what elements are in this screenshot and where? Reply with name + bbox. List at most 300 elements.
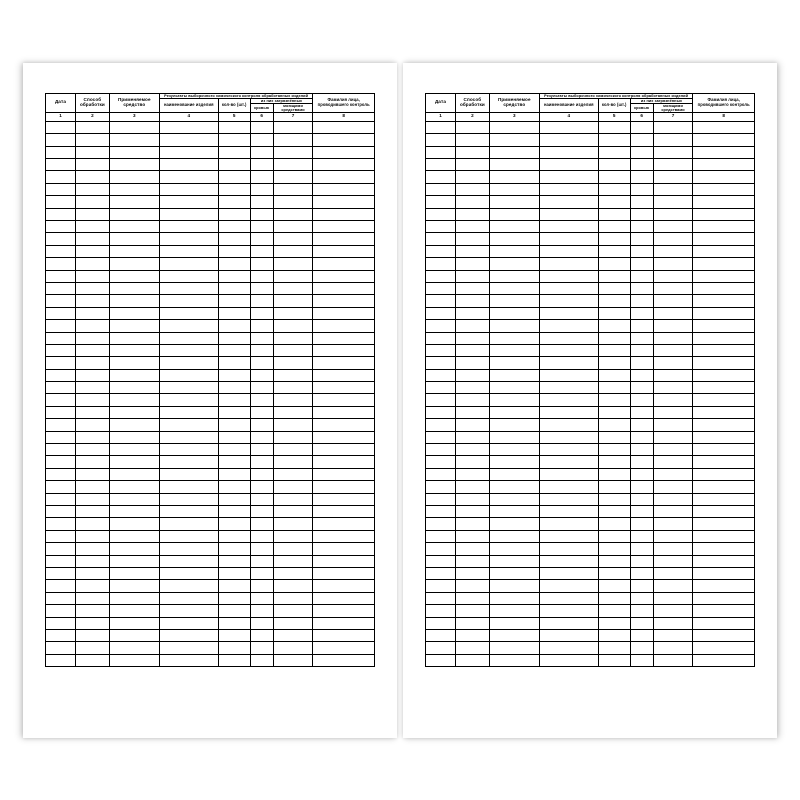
table-cell[interactable] <box>46 518 76 530</box>
table-cell[interactable] <box>218 617 250 629</box>
table-cell[interactable] <box>75 567 109 579</box>
table-cell[interactable] <box>273 493 313 505</box>
table-cell[interactable] <box>218 468 250 480</box>
table-row[interactable] <box>46 320 375 332</box>
table-cell[interactable] <box>46 481 76 493</box>
table-cell[interactable] <box>75 295 109 307</box>
table-cell[interactable] <box>273 320 313 332</box>
table-row[interactable] <box>426 543 755 555</box>
table-row[interactable] <box>46 196 375 208</box>
table-cell[interactable] <box>109 530 159 542</box>
table-row[interactable] <box>426 183 755 195</box>
table-cell[interactable] <box>159 543 218 555</box>
table-cell[interactable] <box>273 245 313 257</box>
table-cell[interactable] <box>539 245 598 257</box>
table-cell[interactable] <box>598 580 630 592</box>
table-cell[interactable] <box>539 282 598 294</box>
table-row[interactable] <box>426 431 755 443</box>
table-cell[interactable] <box>489 431 539 443</box>
table-cell[interactable] <box>109 282 159 294</box>
table-cell[interactable] <box>250 431 273 443</box>
table-cell[interactable] <box>109 159 159 171</box>
table-cell[interactable] <box>426 121 456 133</box>
table-cell[interactable] <box>250 444 273 456</box>
table-cell[interactable] <box>426 431 456 443</box>
table-cell[interactable] <box>630 159 653 171</box>
table-cell[interactable] <box>653 171 693 183</box>
table-cell[interactable] <box>109 221 159 233</box>
table-cell[interactable] <box>426 592 456 604</box>
table-cell[interactable] <box>313 530 375 542</box>
table-cell[interactable] <box>630 592 653 604</box>
table-cell[interactable] <box>653 344 693 356</box>
table-row[interactable] <box>46 419 375 431</box>
table-cell[interactable] <box>250 382 273 394</box>
table-row[interactable] <box>426 295 755 307</box>
table-cell[interactable] <box>489 456 539 468</box>
table-cell[interactable] <box>598 394 630 406</box>
table-cell[interactable] <box>693 555 755 567</box>
table-cell[interactable] <box>539 629 598 641</box>
table-row[interactable] <box>426 617 755 629</box>
table-cell[interactable] <box>313 580 375 592</box>
table-cell[interactable] <box>489 382 539 394</box>
table-cell[interactable] <box>426 221 456 233</box>
table-cell[interactable] <box>426 159 456 171</box>
table-cell[interactable] <box>653 258 693 270</box>
table-cell[interactable] <box>630 295 653 307</box>
table-cell[interactable] <box>250 555 273 567</box>
table-cell[interactable] <box>630 382 653 394</box>
table-cell[interactable] <box>693 617 755 629</box>
table-cell[interactable] <box>46 555 76 567</box>
table-cell[interactable] <box>75 282 109 294</box>
table-cell[interactable] <box>313 221 375 233</box>
table-cell[interactable] <box>630 270 653 282</box>
table-cell[interactable] <box>598 171 630 183</box>
table-cell[interactable] <box>598 258 630 270</box>
table-cell[interactable] <box>653 369 693 381</box>
table-cell[interactable] <box>489 654 539 666</box>
table-row[interactable] <box>426 394 755 406</box>
table-cell[interactable] <box>455 382 489 394</box>
table-cell[interactable] <box>273 431 313 443</box>
table-cell[interactable] <box>250 121 273 133</box>
table-cell[interactable] <box>75 444 109 456</box>
table-cell[interactable] <box>630 357 653 369</box>
table-row[interactable] <box>46 221 375 233</box>
table-cell[interactable] <box>273 344 313 356</box>
table-cell[interactable] <box>250 171 273 183</box>
table-cell[interactable] <box>693 530 755 542</box>
table-cell[interactable] <box>598 493 630 505</box>
table-cell[interactable] <box>46 357 76 369</box>
table-row[interactable] <box>46 369 375 381</box>
table-row[interactable] <box>46 146 375 158</box>
table-cell[interactable] <box>489 518 539 530</box>
table-cell[interactable] <box>426 245 456 257</box>
table-row[interactable] <box>46 394 375 406</box>
table-cell[interactable] <box>598 320 630 332</box>
table-cell[interactable] <box>455 208 489 220</box>
table-cell[interactable] <box>455 555 489 567</box>
table-row[interactable] <box>426 134 755 146</box>
table-cell[interactable] <box>273 654 313 666</box>
table-cell[interactable] <box>693 493 755 505</box>
table-cell[interactable] <box>653 468 693 480</box>
table-cell[interactable] <box>653 654 693 666</box>
table-cell[interactable] <box>539 617 598 629</box>
table-cell[interactable] <box>693 307 755 319</box>
table-row[interactable] <box>46 344 375 356</box>
table-cell[interactable] <box>630 258 653 270</box>
table-cell[interactable] <box>273 406 313 418</box>
table-cell[interactable] <box>250 196 273 208</box>
table-cell[interactable] <box>75 357 109 369</box>
table-row[interactable] <box>426 221 755 233</box>
table-cell[interactable] <box>109 146 159 158</box>
table-cell[interactable] <box>653 332 693 344</box>
table-cell[interactable] <box>598 282 630 294</box>
table-cell[interactable] <box>109 233 159 245</box>
table-cell[interactable] <box>455 258 489 270</box>
table-cell[interactable] <box>426 642 456 654</box>
table-cell[interactable] <box>46 493 76 505</box>
table-cell[interactable] <box>426 605 456 617</box>
table-cell[interactable] <box>313 419 375 431</box>
table-cell[interactable] <box>159 468 218 480</box>
table-cell[interactable] <box>693 183 755 195</box>
table-cell[interactable] <box>313 505 375 517</box>
table-cell[interactable] <box>653 233 693 245</box>
table-cell[interactable] <box>539 530 598 542</box>
table-cell[interactable] <box>693 332 755 344</box>
table-cell[interactable] <box>426 567 456 579</box>
table-cell[interactable] <box>539 468 598 480</box>
table-cell[interactable] <box>630 369 653 381</box>
table-row[interactable] <box>426 642 755 654</box>
table-cell[interactable] <box>598 245 630 257</box>
table-cell[interactable] <box>693 394 755 406</box>
table-cell[interactable] <box>75 505 109 517</box>
table-cell[interactable] <box>693 505 755 517</box>
table-cell[interactable] <box>218 382 250 394</box>
table-row[interactable] <box>46 505 375 517</box>
table-cell[interactable] <box>489 332 539 344</box>
table-cell[interactable] <box>273 295 313 307</box>
table-cell[interactable] <box>539 369 598 381</box>
table-cell[interactable] <box>693 270 755 282</box>
table-cell[interactable] <box>426 468 456 480</box>
table-cell[interactable] <box>426 270 456 282</box>
table-cell[interactable] <box>455 481 489 493</box>
table-row[interactable] <box>426 357 755 369</box>
table-cell[interactable] <box>693 629 755 641</box>
table-cell[interactable] <box>598 605 630 617</box>
table-cell[interactable] <box>693 208 755 220</box>
table-cell[interactable] <box>693 344 755 356</box>
table-cell[interactable] <box>273 555 313 567</box>
table-cell[interactable] <box>489 258 539 270</box>
table-cell[interactable] <box>489 146 539 158</box>
table-cell[interactable] <box>313 617 375 629</box>
table-cell[interactable] <box>598 431 630 443</box>
table-cell[interactable] <box>218 530 250 542</box>
table-cell[interactable] <box>539 196 598 208</box>
table-row[interactable] <box>46 580 375 592</box>
table-cell[interactable] <box>426 208 456 220</box>
table-cell[interactable] <box>539 307 598 319</box>
table-cell[interactable] <box>426 580 456 592</box>
table-cell[interactable] <box>539 481 598 493</box>
table-cell[interactable] <box>630 134 653 146</box>
table-cell[interactable] <box>598 183 630 195</box>
table-cell[interactable] <box>75 320 109 332</box>
table-cell[interactable] <box>46 419 76 431</box>
table-row[interactable] <box>46 233 375 245</box>
table-cell[interactable] <box>653 183 693 195</box>
table-cell[interactable] <box>159 295 218 307</box>
table-cell[interactable] <box>273 580 313 592</box>
table-cell[interactable] <box>273 171 313 183</box>
table-cell[interactable] <box>250 530 273 542</box>
table-cell[interactable] <box>250 654 273 666</box>
table-cell[interactable] <box>218 282 250 294</box>
table-cell[interactable] <box>539 233 598 245</box>
table-cell[interactable] <box>598 208 630 220</box>
table-cell[interactable] <box>313 456 375 468</box>
table-cell[interactable] <box>455 221 489 233</box>
table-cell[interactable] <box>250 146 273 158</box>
table-row[interactable] <box>426 196 755 208</box>
table-cell[interactable] <box>250 233 273 245</box>
table-row[interactable] <box>46 332 375 344</box>
table-cell[interactable] <box>539 605 598 617</box>
table-cell[interactable] <box>250 134 273 146</box>
table-cell[interactable] <box>46 530 76 542</box>
table-row[interactable] <box>426 382 755 394</box>
table-cell[interactable] <box>653 629 693 641</box>
table-row[interactable] <box>46 481 375 493</box>
table-cell[interactable] <box>489 357 539 369</box>
table-cell[interactable] <box>539 121 598 133</box>
table-cell[interactable] <box>539 344 598 356</box>
table-cell[interactable] <box>426 505 456 517</box>
table-cell[interactable] <box>313 444 375 456</box>
table-cell[interactable] <box>313 406 375 418</box>
table-cell[interactable] <box>250 183 273 195</box>
table-cell[interactable] <box>313 382 375 394</box>
table-cell[interactable] <box>46 121 76 133</box>
table-cell[interactable] <box>109 307 159 319</box>
table-cell[interactable] <box>109 505 159 517</box>
table-cell[interactable] <box>159 357 218 369</box>
table-cell[interactable] <box>426 344 456 356</box>
table-cell[interactable] <box>159 233 218 245</box>
table-cell[interactable] <box>218 159 250 171</box>
table-cell[interactable] <box>539 295 598 307</box>
table-cell[interactable] <box>489 233 539 245</box>
table-cell[interactable] <box>218 245 250 257</box>
table-cell[interactable] <box>273 605 313 617</box>
table-cell[interactable] <box>75 134 109 146</box>
table-cell[interactable] <box>273 369 313 381</box>
table-cell[interactable] <box>159 654 218 666</box>
table-row[interactable] <box>46 543 375 555</box>
table-cell[interactable] <box>218 456 250 468</box>
table-cell[interactable] <box>273 233 313 245</box>
table-cell[interactable] <box>109 406 159 418</box>
table-cell[interactable] <box>46 270 76 282</box>
table-cell[interactable] <box>313 332 375 344</box>
table-cell[interactable] <box>46 456 76 468</box>
table-cell[interactable] <box>46 592 76 604</box>
table-cell[interactable] <box>630 605 653 617</box>
table-row[interactable] <box>426 332 755 344</box>
table-cell[interactable] <box>250 543 273 555</box>
table-cell[interactable] <box>455 642 489 654</box>
table-cell[interactable] <box>250 419 273 431</box>
table-cell[interactable] <box>455 605 489 617</box>
table-cell[interactable] <box>539 642 598 654</box>
table-cell[interactable] <box>693 543 755 555</box>
table-row[interactable] <box>46 159 375 171</box>
table-cell[interactable] <box>598 270 630 282</box>
table-cell[interactable] <box>159 196 218 208</box>
table-cell[interactable] <box>313 307 375 319</box>
table-row[interactable] <box>46 444 375 456</box>
table-cell[interactable] <box>653 555 693 567</box>
table-cell[interactable] <box>630 344 653 356</box>
table-cell[interactable] <box>653 518 693 530</box>
table-cell[interactable] <box>426 369 456 381</box>
table-cell[interactable] <box>313 369 375 381</box>
table-row[interactable] <box>46 121 375 133</box>
table-cell[interactable] <box>313 344 375 356</box>
table-cell[interactable] <box>455 629 489 641</box>
table-cell[interactable] <box>46 617 76 629</box>
table-cell[interactable] <box>75 344 109 356</box>
table-row[interactable] <box>426 208 755 220</box>
table-cell[interactable] <box>598 419 630 431</box>
table-cell[interactable] <box>218 394 250 406</box>
table-cell[interactable] <box>653 282 693 294</box>
table-cell[interactable] <box>46 245 76 257</box>
table-cell[interactable] <box>218 406 250 418</box>
table-cell[interactable] <box>109 493 159 505</box>
table-cell[interactable] <box>273 505 313 517</box>
table-cell[interactable] <box>598 518 630 530</box>
table-row[interactable] <box>426 320 755 332</box>
table-cell[interactable] <box>693 406 755 418</box>
table-cell[interactable] <box>489 394 539 406</box>
table-row[interactable] <box>426 493 755 505</box>
table-cell[interactable] <box>653 530 693 542</box>
table-cell[interactable] <box>273 208 313 220</box>
table-cell[interactable] <box>693 121 755 133</box>
table-cell[interactable] <box>539 444 598 456</box>
table-cell[interactable] <box>109 245 159 257</box>
table-cell[interactable] <box>313 171 375 183</box>
table-cell[interactable] <box>273 481 313 493</box>
table-cell[interactable] <box>313 493 375 505</box>
table-cell[interactable] <box>630 332 653 344</box>
table-cell[interactable] <box>273 444 313 456</box>
table-row[interactable] <box>426 282 755 294</box>
table-cell[interactable] <box>218 344 250 356</box>
table-cell[interactable] <box>693 605 755 617</box>
table-cell[interactable] <box>630 567 653 579</box>
table-cell[interactable] <box>630 221 653 233</box>
table-cell[interactable] <box>75 555 109 567</box>
table-cell[interactable] <box>159 505 218 517</box>
table-cell[interactable] <box>598 382 630 394</box>
table-cell[interactable] <box>313 605 375 617</box>
table-cell[interactable] <box>426 183 456 195</box>
table-cell[interactable] <box>653 543 693 555</box>
table-cell[interactable] <box>598 642 630 654</box>
table-cell[interactable] <box>489 270 539 282</box>
table-row[interactable] <box>46 295 375 307</box>
table-cell[interactable] <box>598 530 630 542</box>
table-cell[interactable] <box>426 171 456 183</box>
table-cell[interactable] <box>630 543 653 555</box>
table-cell[interactable] <box>46 159 76 171</box>
table-cell[interactable] <box>539 505 598 517</box>
table-cell[interactable] <box>653 406 693 418</box>
table-cell[interactable] <box>598 555 630 567</box>
table-cell[interactable] <box>218 605 250 617</box>
table-cell[interactable] <box>693 382 755 394</box>
table-cell[interactable] <box>653 134 693 146</box>
table-cell[interactable] <box>539 146 598 158</box>
table-cell[interactable] <box>159 382 218 394</box>
table-cell[interactable] <box>75 605 109 617</box>
table-cell[interactable] <box>426 617 456 629</box>
table-cell[interactable] <box>653 121 693 133</box>
table-cell[interactable] <box>250 394 273 406</box>
table-cell[interactable] <box>455 171 489 183</box>
table-cell[interactable] <box>539 270 598 282</box>
table-cell[interactable] <box>109 344 159 356</box>
table-cell[interactable] <box>489 406 539 418</box>
table-cell[interactable] <box>273 617 313 629</box>
table-cell[interactable] <box>489 580 539 592</box>
table-cell[interactable] <box>46 258 76 270</box>
table-row[interactable] <box>46 282 375 294</box>
table-cell[interactable] <box>653 196 693 208</box>
table-cell[interactable] <box>598 543 630 555</box>
table-cell[interactable] <box>539 171 598 183</box>
table-cell[interactable] <box>539 419 598 431</box>
table-cell[interactable] <box>426 481 456 493</box>
table-row[interactable] <box>426 567 755 579</box>
table-cell[interactable] <box>598 121 630 133</box>
table-cell[interactable] <box>109 196 159 208</box>
table-cell[interactable] <box>489 320 539 332</box>
table-cell[interactable] <box>426 196 456 208</box>
table-cell[interactable] <box>653 493 693 505</box>
table-cell[interactable] <box>273 530 313 542</box>
table-cell[interactable] <box>218 642 250 654</box>
table-cell[interactable] <box>693 444 755 456</box>
table-cell[interactable] <box>250 282 273 294</box>
table-cell[interactable] <box>218 629 250 641</box>
table-cell[interactable] <box>75 406 109 418</box>
table-cell[interactable] <box>653 419 693 431</box>
table-cell[interactable] <box>218 233 250 245</box>
table-cell[interactable] <box>273 357 313 369</box>
